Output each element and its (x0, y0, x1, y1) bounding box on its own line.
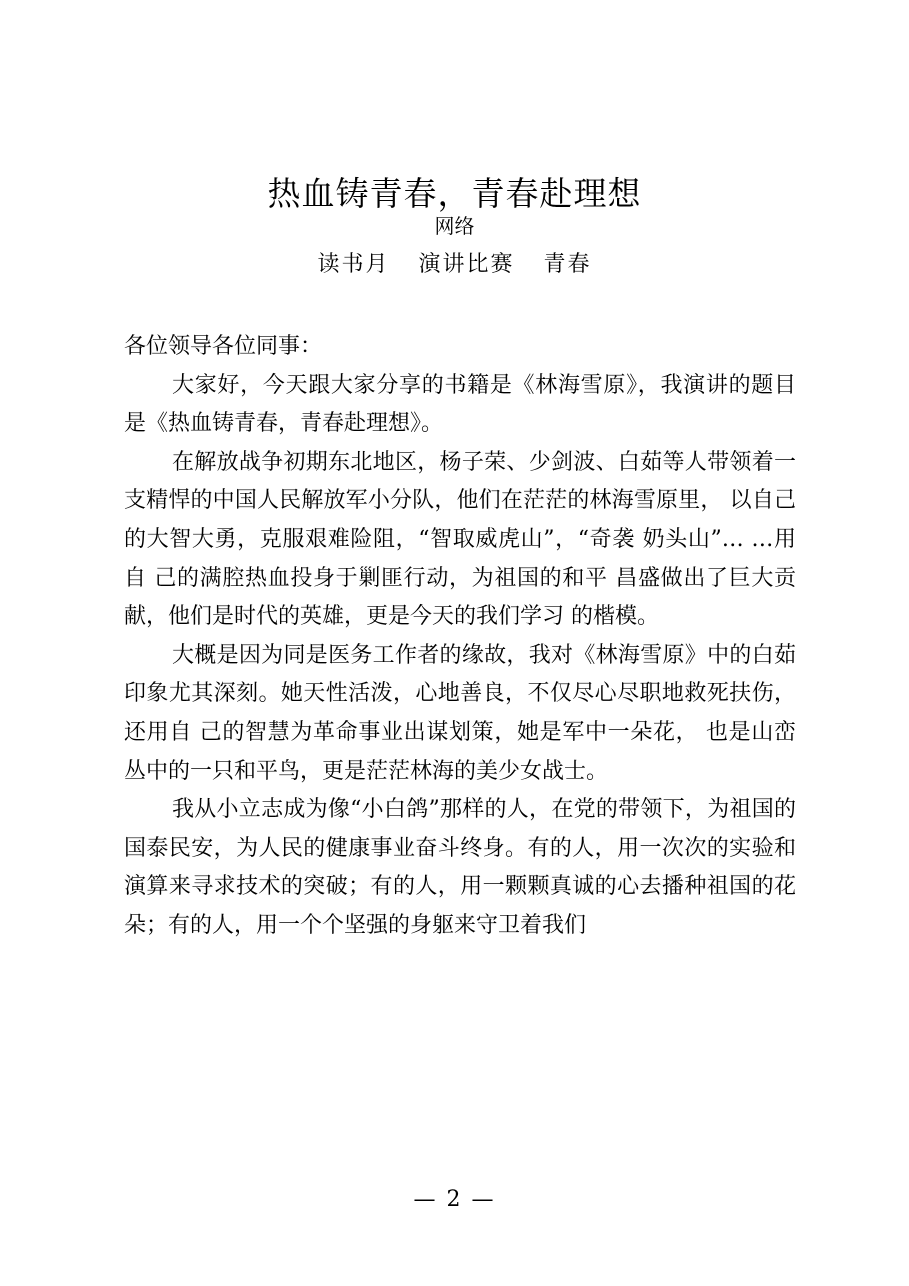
paragraph: 大家好，今天跟大家分享的书籍是《林海雪原》，我演讲的题目是《热血铸青春，青春赴理想》。 (124, 372, 796, 437)
author-line: 网络 (434, 214, 475, 238)
page-number: — 2 — (413, 1187, 496, 1212)
tag-item: 演讲比赛 (418, 252, 515, 277)
paragraph: 我从小立志成为像“小白鸽”那样的人，在党的带领下，为祖国的国泰民安，为人民的健康事业奋斗终身。有的人，用一次次的实验和演算来寻求技术的突破；有的人，用一颗颗真诚的心去播种祖国的花朵；有的人，用一个个坚强的身躯来守卫着我们 (124, 797, 796, 938)
paragraph: 在解放战争初期东北地区，杨子荣、少剑波、白茹等人带领着一支精悍的中国人民解放军小分队，他们在茫茫的林海雪原里， 以自己的大智大勇，克服艰难险阻，“智取威虎山”，“奇袭 奶头山”… …用 自 己的满腔热血投身于剿匪行动，为祖国的和平 昌盛做出了巨大贡献，他们是时代的英雄，更是今天的我们学习 的楷模。 (124, 449, 796, 630)
tag-item: 青春 (543, 252, 592, 277)
greeting: 各位领导各位同事： (124, 334, 323, 359)
tag-item: 读书月 (317, 252, 390, 277)
paragraph: 大概是因为同是医务工作者的缘故，我对《林海雪原》中的白茹印象尤其深刻。她天性活泼，心地善良，不仅尽心尽职地救死扶伤，还用自 己的智慧为革命事业出谋划策，她是军中一朵花， 也是山峦丛中的一只和平鸟，更是茫茫林海的美少女战士。 (124, 642, 796, 784)
keyword-tags (0, 250, 909, 280)
speech-body (124, 328, 796, 946)
document-title: 热血铸青春，青春赴理想 (267, 174, 642, 213)
